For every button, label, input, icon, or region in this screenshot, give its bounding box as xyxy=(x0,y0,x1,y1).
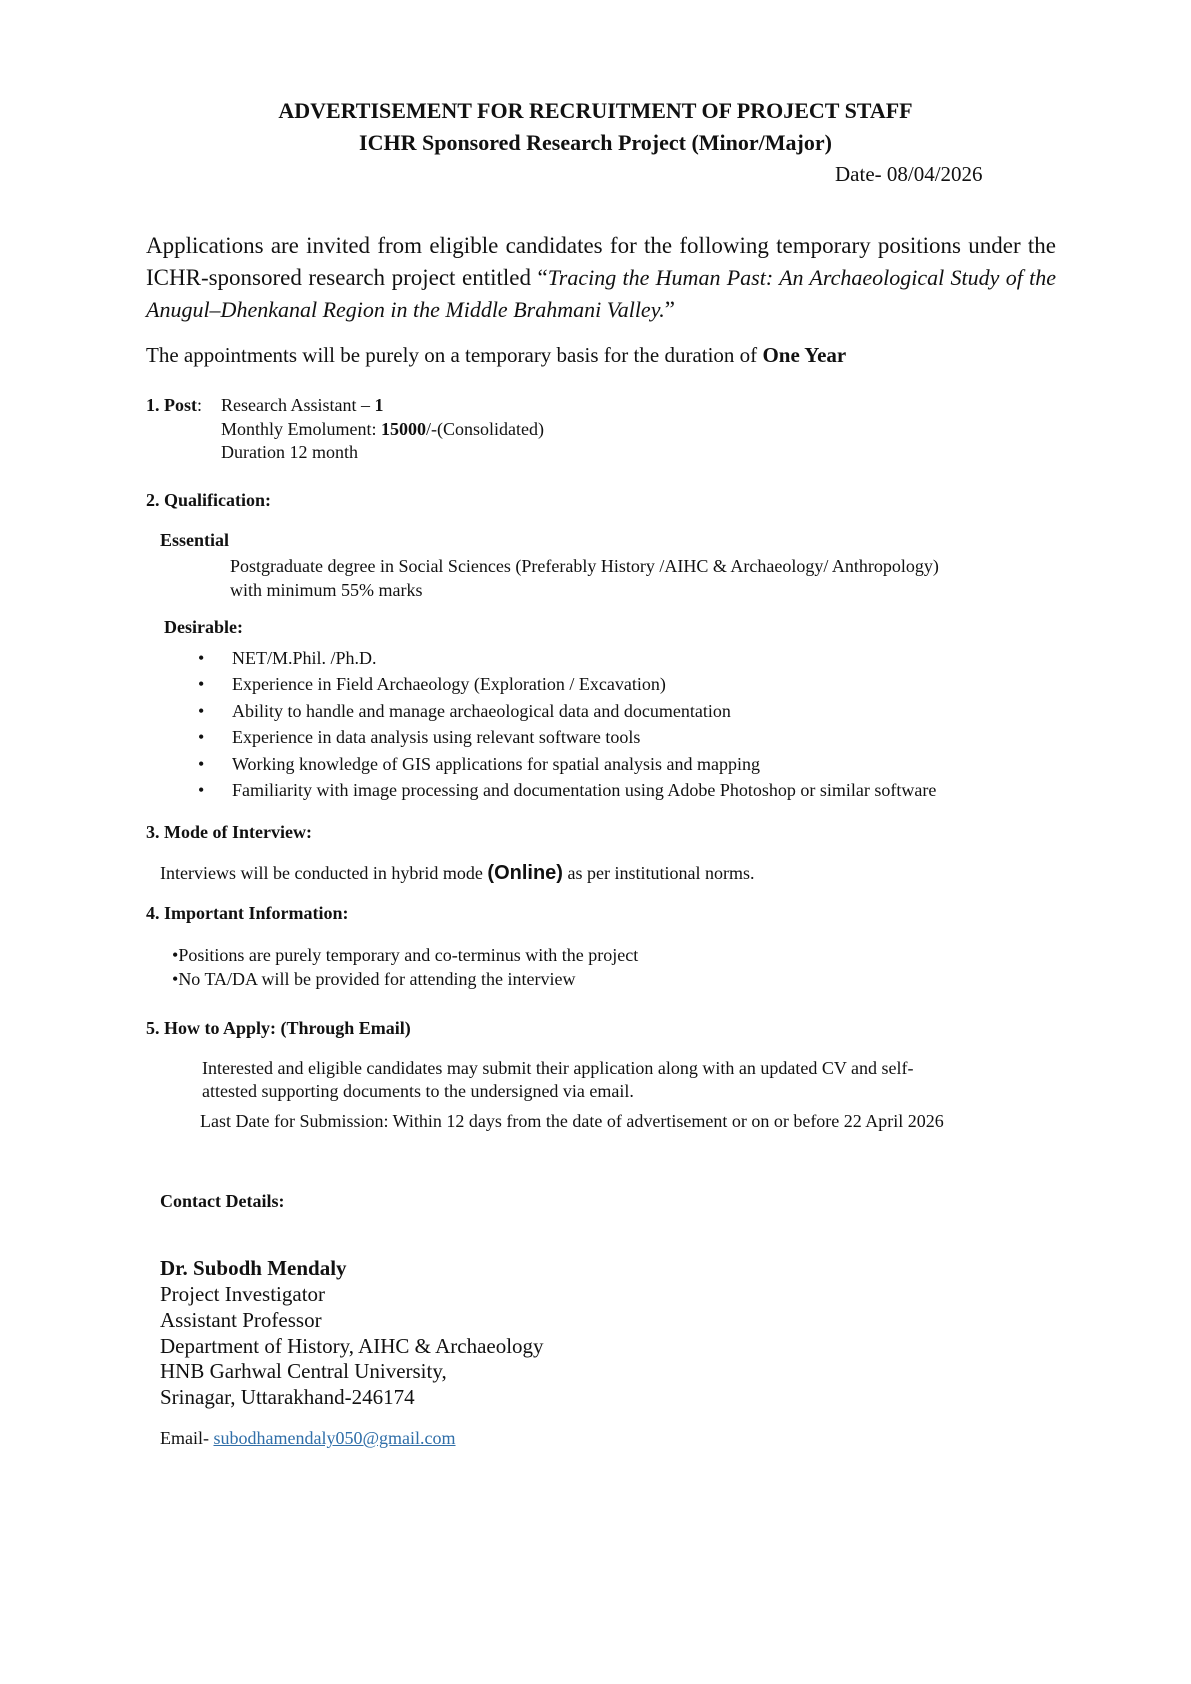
list-item: • Experience in Field Archaeology (Exploration / Excavation) xyxy=(198,671,936,697)
important-heading: 4. Important Information: xyxy=(146,903,349,923)
desirable-list xyxy=(198,645,936,803)
desirable-label: Desirable: xyxy=(164,617,243,637)
document-subtitle: ICHR Sponsored Research Project (Minor/Major) xyxy=(359,130,832,155)
contact-role1: Project Investigator xyxy=(160,1282,326,1306)
last-date: Last Date for Submission: Within 12 days from the date of advertisement or on or before 22 April 2026 xyxy=(200,1111,944,1131)
contact-name: Dr. Subodh Mendaly xyxy=(160,1256,347,1280)
contact-email-line xyxy=(160,1428,456,1449)
post-line xyxy=(146,395,202,416)
list-item: • Working knowledge of GIS applications for spatial analysis and mapping xyxy=(198,751,936,777)
qualification-heading: 2. Qualification: xyxy=(146,490,271,510)
list-item: • Positions are purely temporary and co-terminus with the project xyxy=(172,943,638,967)
contact-university: HNB Garhwal Central University, xyxy=(160,1359,447,1383)
apply-line2: attested supporting documents to the undersigned via email. xyxy=(202,1081,634,1101)
project-title: Tracing the Human Past: An Archaeological Study of the Anugul–Dhenkanal Region in the Middle Brahmani Valley. xyxy=(146,265,1057,322)
list-item: • No TA/DA will be provided for attending the interview xyxy=(172,967,638,991)
appointment-duration xyxy=(146,343,846,368)
essential-line1: Postgraduate degree in Social Sciences (Preferably History /AIHC & Archaeology/ Anthropology) xyxy=(230,556,939,576)
duration-text: The appointments will be purely on a temporary basis for the duration of xyxy=(146,343,763,367)
list-item: • Familiarity with image processing and documentation using Adobe Photoshop or similar software xyxy=(198,777,936,803)
contact-role2: Assistant Professor xyxy=(160,1308,322,1332)
email-label: Email- xyxy=(160,1428,214,1448)
contact-address: Srinagar, Uttarakhand-246174 xyxy=(160,1385,415,1409)
post-colon: : xyxy=(197,395,203,415)
interview-mode: (Online) xyxy=(487,862,563,884)
interview-heading: 3. Mode of Interview: xyxy=(146,822,312,842)
essential-line2: with minimum 55% marks xyxy=(230,580,423,600)
intro-paragraph xyxy=(146,230,1056,326)
post-duration: Duration 12 month xyxy=(221,442,358,462)
post-position: Research Assistant – 1 xyxy=(221,395,384,415)
post-emolument: Monthly Emolument: 15000/-(Consolidated) xyxy=(221,419,544,439)
contact-department: Department of History, AIHC & Archaeology xyxy=(160,1334,544,1358)
list-item: • NET/M.Phil. /Ph.D. xyxy=(198,645,936,671)
contact-heading: Contact Details: xyxy=(160,1191,285,1211)
post-count: 1 xyxy=(374,395,384,415)
interview-text: Interviews will be conducted in hybrid mode (Online) as per institutional norms. xyxy=(160,862,755,884)
essential-label: Essential xyxy=(160,530,230,550)
important-list xyxy=(172,943,638,991)
email-link[interactable]: subodhamendaly050@gmail.com xyxy=(213,1428,456,1448)
document-title: ADVERTISEMENT FOR RECRUITMENT OF PROJECT STAFF xyxy=(278,98,913,123)
list-item: • Experience in data analysis using relevant software tools xyxy=(198,724,936,750)
list-item: • Ability to handle and manage archaeological data and documentation xyxy=(198,698,936,724)
duration-value: One Year xyxy=(762,343,847,367)
document-date: Date- 08/04/2026 xyxy=(835,162,983,186)
emolument-value: 15000 xyxy=(381,419,426,439)
apply-heading: 5. How to Apply: (Through Email) xyxy=(146,1018,411,1038)
intro-close-quote: ” xyxy=(664,297,675,322)
apply-line1: Interested and eligible candidates may submit their application along with an updated CV and self- xyxy=(202,1058,914,1078)
post-heading: 1. Post xyxy=(146,395,197,415)
intro-text: Applications are invited from eligible candidates for the following temporary positions under the ICHR-sponsored research project entitled “ xyxy=(146,233,1056,290)
